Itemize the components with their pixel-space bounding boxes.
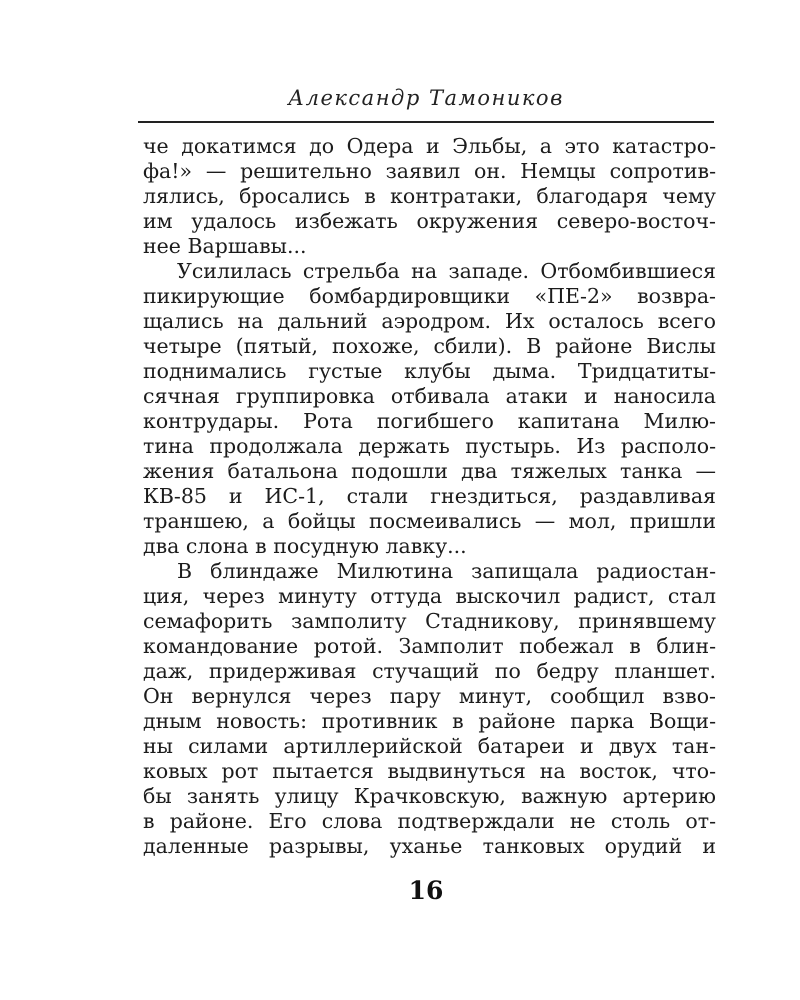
- text-line: лялись, бросались в контратаки, благодаря чему: [143, 184, 716, 208]
- text-line: даленные разрывы, уханье танковых орудий и: [143, 834, 716, 858]
- text-line: в районе. Его слова подтверждали не столь от-: [143, 809, 716, 833]
- text-line: ны силами артиллерийской батареи и двух тан-: [143, 734, 716, 758]
- text-line: че докатимся до Одера и Эльбы, а это катастро-: [143, 134, 716, 158]
- text-line: командование ротой. Замполит побежал в блин-: [143, 634, 716, 658]
- text-line: фа!» — решительно заявил он. Немцы сопротив-: [143, 159, 716, 183]
- text-line: контрудары. Рота погибшего капитана Милю-: [143, 409, 716, 433]
- text-line: даж, придерживая стучащий по бедру планшет.: [143, 659, 716, 683]
- text-line: сячная группировка отбивала атаки и наносила: [143, 384, 716, 408]
- text-line: траншею, а бойцы посмеивались — мол, пришли: [143, 509, 716, 533]
- text-line: бы занять улицу Крачковскую, важную артерию: [143, 784, 716, 808]
- text-line: семафорить замполиту Стадникову, принявшему: [143, 609, 716, 633]
- text-line: два слона в посудную лавку...: [143, 534, 467, 558]
- text-line: тина продолжала держать пустырь. Из располо-: [143, 434, 716, 458]
- body-text: [143, 134, 716, 859]
- text-line: ция, через минуту оттуда выскочил радист, стал: [143, 584, 716, 608]
- text-line: нее Варшавы...: [143, 234, 307, 258]
- paragraph-first-line: В блиндаже Милютина запищала радиостан-: [177, 559, 716, 583]
- page-number: 16: [408, 876, 444, 905]
- text-line: четыре (пятый, похоже, сбили). В районе Вислы: [143, 334, 716, 358]
- text-line: поднимались густые клубы дыма. Тридцатиты-: [143, 359, 716, 383]
- header-rule: [138, 121, 714, 123]
- text-line: жения батальона подошли два тяжелых танка —: [143, 459, 716, 483]
- text-line: Он вернулся через пару минут, сообщил взво-: [143, 684, 716, 708]
- text-line: пикирующие бомбардировщики «ПЕ-2» возвра-: [143, 284, 716, 308]
- paragraph-first-line: Усилилась стрельба на западе. Отбомбившиеся: [177, 259, 716, 283]
- text-line: им удалось избежать окружения северо-восточ-: [143, 209, 716, 233]
- text-line: дным новость: противник в районе парка Вощи-: [143, 709, 716, 733]
- running-head: Александр Тамоников: [288, 86, 564, 110]
- text-line: ковых рот пытается выдвинуться на восток, что-: [143, 759, 716, 783]
- text-line: КВ-85 и ИС-1, стали гнездиться, раздавливая: [143, 484, 716, 508]
- text-line: щались на дальний аэродром. Их осталось всего: [143, 309, 716, 333]
